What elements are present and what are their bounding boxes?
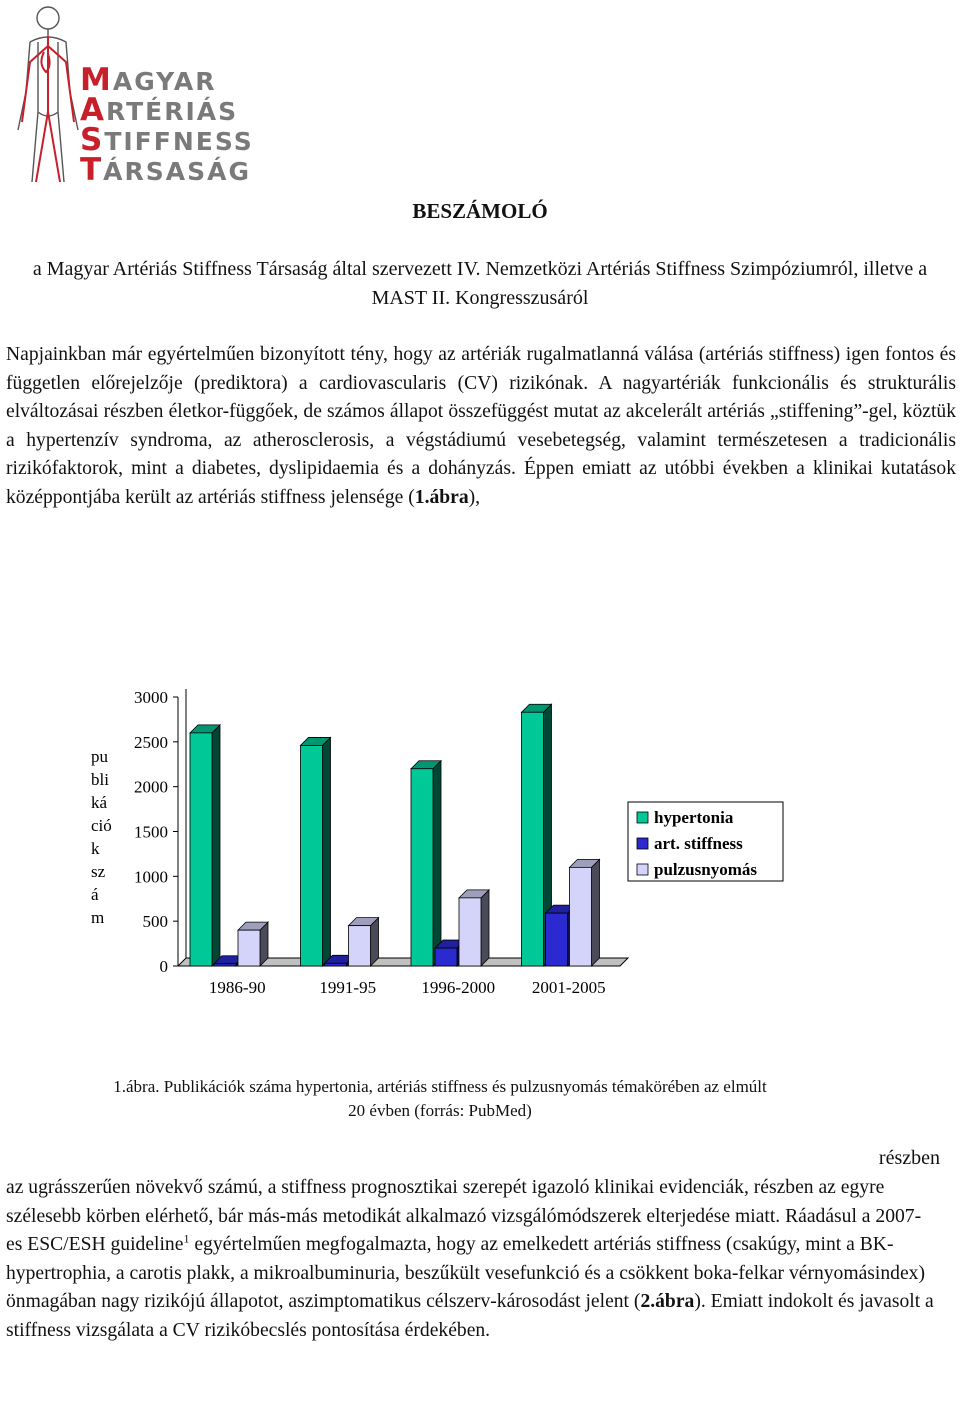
paragraph-1 (6, 341, 956, 513)
bar (522, 712, 544, 966)
legend-swatch (637, 838, 648, 849)
y-axis-label-part: bli (91, 770, 109, 789)
figure-1-reference: 1.ábra (414, 486, 469, 508)
paragraph-2-lead: részben (878, 1147, 940, 1169)
paragraph-1-end: ), (468, 486, 481, 508)
bar-side (481, 890, 489, 966)
legend-label: pulzusnyomás (654, 860, 757, 879)
bar (325, 963, 347, 966)
legend-swatch (637, 812, 648, 823)
y-tick-label: 1500 (134, 822, 168, 842)
y-axis-label-part: á (91, 885, 99, 904)
logo-line-1: MAGYAR (80, 62, 217, 98)
paragraph-2-text: az ugrásszerűen növekvő számú, a stiffness prognosztikai szerepét igazoló klinikai evidenciák, részben az egyre szélesebb körben elérhető, bár más-más metodikát alkalmazó vizsgálómódszerek elterjedése miatt. Ráadásul a 2007-es ESC/ESH guideline (6, 1177, 922, 1256)
y-tick-label: 1000 (134, 867, 168, 887)
logo-line-4: TÁRSASÁG (80, 152, 251, 188)
figure-2-reference: 2.ábra (640, 1291, 695, 1313)
y-axis-label-part: k (91, 839, 100, 858)
bar (459, 898, 481, 966)
y-axis-label-part: pu (91, 747, 108, 766)
y-axis-label-part: m (91, 908, 105, 927)
paragraph-2-text-continued: egyértelműen megfogalmazta, hogy az emelkedett artériás stiffness (csakúgy, mint a BK-hypertrophia, a carotis plakk, a mikroalbuminuria, beszűkült vesefunkció és a csökkent boka-felkar vérnyomásindex) önmagában nagy rizikójú állapotot, aszimptomatikus célszerv-károsodást jelent ( (6, 1234, 925, 1313)
y-tick-label: 3000 (134, 688, 168, 707)
figure-1-caption: 1.ábra. Publikációk száma hypertonia, artériás stiffness és pulzusnyomás témakörében az elmúlt 20 évben (forrás: PubMed) (113, 1077, 767, 1120)
bar-side (323, 737, 331, 966)
y-axis-label-part: ká (91, 793, 108, 812)
y-axis-label-part: sz (91, 862, 106, 881)
paragraph-1-text: Napjainkban már egyértelműen bizonyított tény, hogy az artériák rugalmatlanná válása (artériás stiffness) igen fontos és független előrejelzője (prediktora) a cardiovascularis (CV) rizikónak. A nagyartériák funkcionális és strukturális elváltozásai részben életkor-függőek, de számos állapot összefüggést mutat az akcelerált artériás „stiffening”-gel, köztük a hypertenzív syndroma, az atherosclerosis, a végstádiumú vesebetegség, valamint természetesen a tradicionális rizikófaktorok, mint a diabetes, dyslipidaemia és a dohányzás. Éppen emiatt az utóbbi években a klinikai kutatások középpontjába került az artériás stiffness jelensége ( (6, 344, 956, 508)
y-tick-label: 500 (142, 912, 168, 932)
legend-label: art. stiffness (654, 834, 743, 853)
y-tick-label: 2000 (134, 777, 168, 797)
paragraph-2-end: ). Emiatt indokolt és javasolt a stiffness vizsgálata a CV rizikóbecslés pontosítása érdekében. (6, 1291, 934, 1341)
y-axis-label (91, 747, 112, 927)
legend-label: hypertonia (654, 808, 734, 827)
y-tick-label: 0 (159, 957, 168, 976)
human-circulation-icon (8, 2, 88, 188)
bar (214, 964, 236, 966)
footnote-1-marker: 1 (183, 1231, 190, 1246)
x-tick-label: 2001-2005 (531, 978, 606, 997)
x-tick-label: 1991-95 (319, 978, 377, 997)
y-tick-label: 2500 (134, 732, 168, 752)
legend-swatch (637, 864, 648, 875)
logo-line-2: ARTÉRIÁS (80, 92, 239, 128)
logo-line-3: STIFFNESS (80, 122, 254, 158)
bar (301, 745, 323, 966)
bar-side (592, 859, 600, 966)
y-axis-label-part: ció (91, 816, 112, 835)
bar (190, 733, 212, 966)
x-tick-label: 1986-90 (208, 978, 266, 997)
document-subtitle: a Magyar Artériás Stiffness Társaság által szervezett IV. Nemzetközi Artériás Stiffness Szimpóziumról, illetve a MAST II. Kongresszusáról (32, 258, 928, 309)
society-logo (0, 0, 270, 190)
publications-bar-chart (80, 680, 800, 1010)
bar (546, 913, 568, 966)
bar (349, 926, 371, 966)
bar (411, 769, 433, 966)
chart-legend (628, 802, 783, 881)
bar (435, 948, 457, 966)
x-tick-label: 1996-2000 (421, 978, 496, 997)
bar (570, 867, 592, 966)
bar-side (212, 725, 220, 966)
bar-side (433, 761, 441, 966)
bar (238, 930, 260, 966)
paragraph-2 (6, 1174, 936, 1346)
document-title: BESZÁMOLÓ (412, 199, 548, 223)
